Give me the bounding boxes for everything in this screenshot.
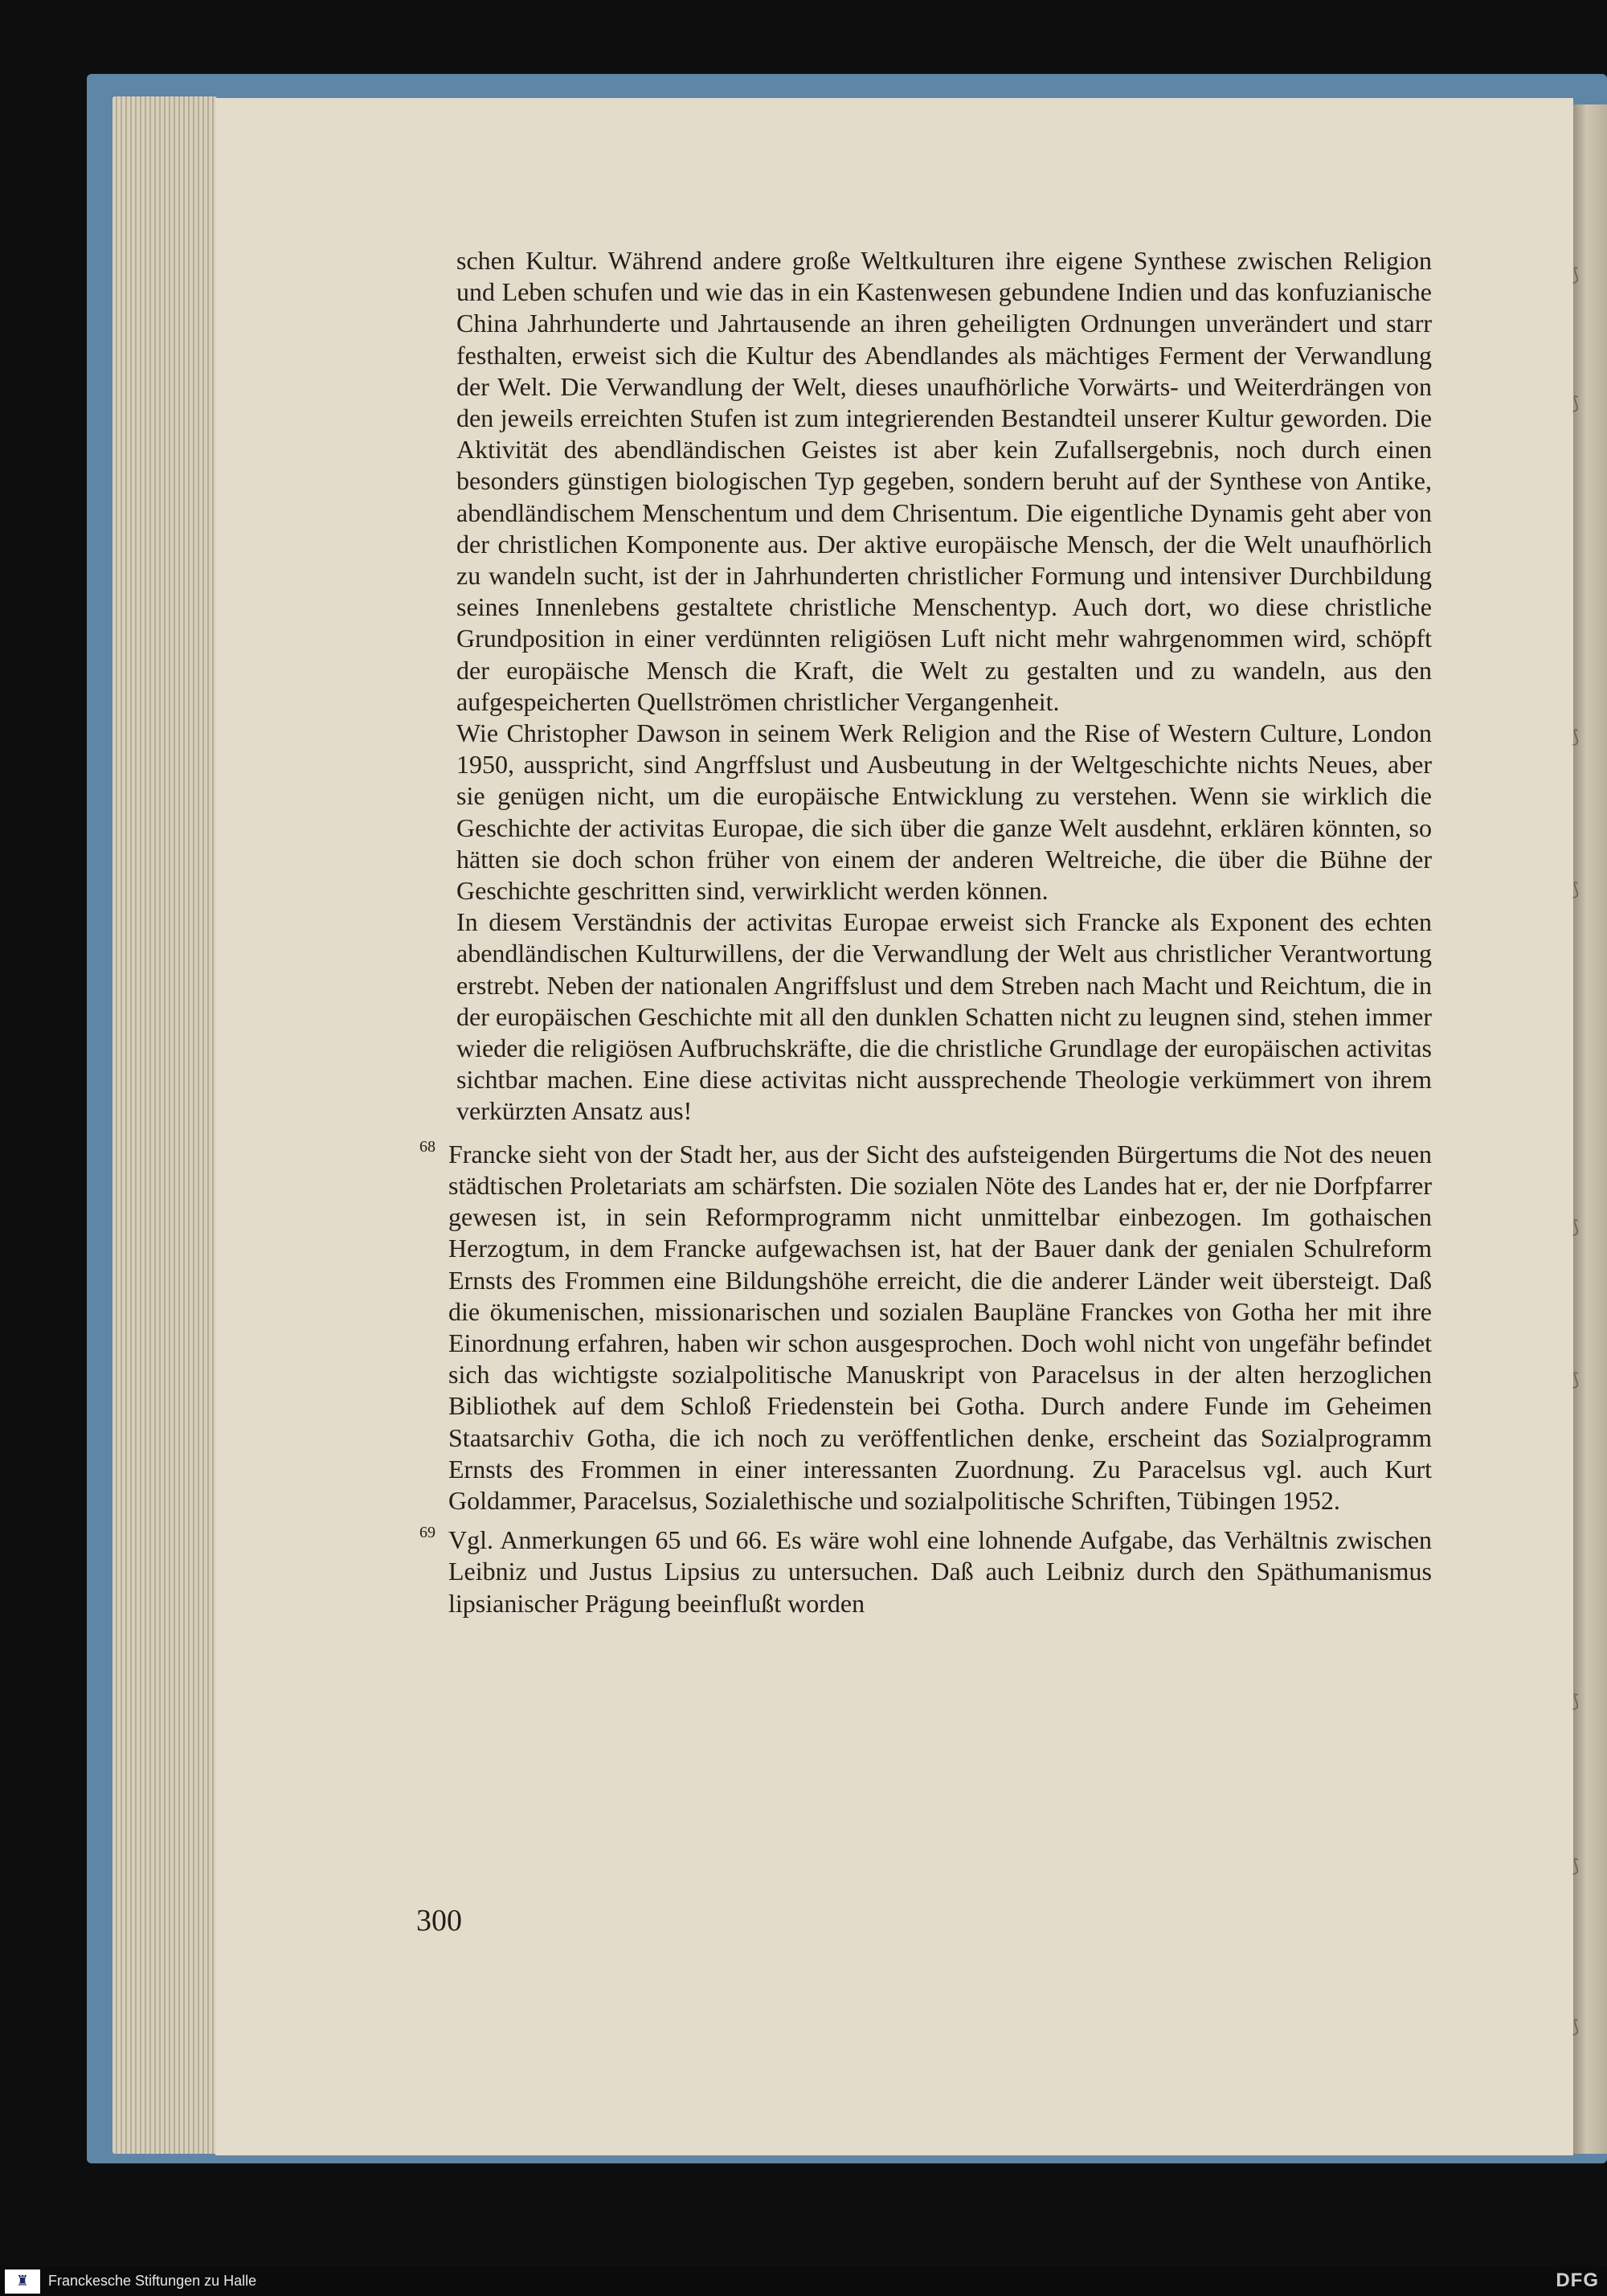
- body-paragraph: In diesem Verständnis der activitas Europae erweist sich Francke als Exponent des echten abendländischen Kulturwillens, der die Verwandlung der Welt aus christlicher Verantwortung erstrebt. Neben der nationalen Angriffslust und dem Streben nach Macht und Reichtum, die in der europäischen Geschichte mit all den dunklen Schatten nicht zu leugnen sind, stehen immer wieder die religiösen Aufbruchskräfte, die die christliche Grundlage der europäischen activitas sichtbar machen. Eine diese activitas nicht aussprechende Theologie verkümmert von ihrem verkürzten Ansatz aus!: [456, 907, 1432, 1126]
- funder-logo: DFG: [1556, 2269, 1599, 2291]
- page-edges: [112, 96, 217, 2154]
- binding-stitch-icon: ⟆: [1572, 2017, 1580, 2037]
- institution-logo-icon: ♜: [5, 2269, 40, 2294]
- binding-stitch-icon: ⟆: [1572, 265, 1580, 285]
- binding-stitch-icon: ⟆: [1572, 1218, 1580, 1238]
- binding-stitch-icon: ⟆: [1572, 1370, 1580, 1390]
- footnote: [419, 1137, 1432, 1516]
- institution-name: Franckesche Stiftungen zu Halle: [48, 2273, 257, 2289]
- binding-stitch-icon: ⟆: [1572, 1856, 1580, 1876]
- text-block: [419, 245, 1432, 1619]
- footnote-text: Francke sieht von der Stadt her, aus der Sicht des aufsteigenden Bürgertums die Not des neuen städtischen Proletariats am schärfsten. Die sozialen Nöte des Landes hat er, der nie Dorfpfarrer gewesen ist, in sein Reformprogramm nicht unmittelbar einbezogen. Im gothaischen Herzogtum, in dem Francke aufgewachsen ist, hat der Bauer dank der genialen Schulreform Ernsts des Frommen eine Bildungshöhe erreicht, die die anderer Länder weit übersteigt. Daß die ökumenischen, missionarischen und sozialen Baupläne Franckes von Gotha her mit ihre Einordnung erfahren, haben wir schon ausgesprochen. Doch wohl nicht von ungefähr befindet sich das wichtigste sozialpolitische Manuskript von Paracelsus in der alten herzoglichen Bibliothek auf dem Schloß Friedenstein bei Gotha. Durch andere Funde im Geheimen Staatsarchiv Gotha, die ich noch zu veröffentlichen denke, erscheint das Sozialprogramm Ernsts des Frommen in einer interessanten Zuordnung. Zu Paracelsus vgl. auch Kurt Goldammer, Paracelsus, Sozialethische und sozialpolitische Schriften, Tübingen 1952.: [448, 1139, 1432, 1515]
- binding-stitch-icon: ⟆: [1572, 394, 1580, 414]
- body-paragraph: schen Kultur. Während andere große Weltkulturen ihre eigene Synthese zwischen Religion und Leben schufen und wie das in ein Kastenwesen gebundene Indien und das konfuzianische China Jahrhunderte und Jahrtausende an ihren geheiligten Ordnungen unverändert und starr festhalten, erweist sich die Kultur des Abendlandes als mächtiges Ferment der Verwandlung der Welt. Die Verwandlung der Welt, dieses unaufhörliche Vorwärts- und Weiterdrängen von den jeweils erreichten Stufen ist zum integrierenden Bestandteil unserer Kultur geworden. Die Aktivität des abendländischen Geistes ist aber kein Zufallsergebnis, noch durch einen besonders günstigen biologischen Typ gegeben, sondern beruht auf der Synthese von Antike, abendländischem Menschentum und dem Chrisentum. Die eigentliche Dynamis geht aber von der christlichen Komponente aus. Der aktive europäische Mensch, der die Welt unaufhörlich zu wandeln sucht, ist der in Jahrhunderten christlicher Formung und intensiver Durchbildung seines Innenlebens gestaltete christliche Menschentyp. Auch dort, wo diese christliche Grundposition in einer verdünnten religiösen Luft nicht mehr wahrgenommen wird, schöpft der europäische Mensch die Kraft, die Welt zu gestalten und zu wandeln, aus den aufgespeicherten Quellströmen christlicher Vergangenheit.: [456, 246, 1432, 716]
- viewer-footer: [0, 2266, 1607, 2296]
- body-paragraph: Wie Christopher Dawson in seinem Werk Religion and the Rise of Western Culture, London 1950, ausspricht, sind Angrffslust und Ausbeutung in der Weltgeschichte nichts Neues, aber sie genügen nicht, um die europäische Entwicklung zu verstehen. Wenn sie wirklich die Geschichte der activitas Europae, die sich über die ganze Welt ausdehnt, erklären könnten, so hätten sie doch schon früher von einem der anderen Weltreiche, die über die Bühne der Geschichte geschritten sind, verwirklicht werden können.: [456, 718, 1432, 906]
- binding-stitch-icon: ⟆: [1572, 1692, 1580, 1712]
- page-number: 300: [416, 1904, 462, 1938]
- binding-stitch-icon: ⟆: [1572, 880, 1580, 900]
- footnote-number: 68: [419, 1137, 435, 1156]
- footnote-number: 69: [419, 1524, 435, 1542]
- footnote: [419, 1524, 1432, 1619]
- binding-stitch-icon: ⟆: [1572, 727, 1580, 747]
- footnote-text: Vgl. Anmerkungen 65 und 66. Es wäre wohl eine lohnende Aufgabe, das Verhältnis zwischen Leibniz und Justus Lipsius zu untersuchen. Daß auch Leibniz durch den Späthumanismus lipsianischer Prägung beeinflußt worden: [448, 1525, 1432, 1618]
